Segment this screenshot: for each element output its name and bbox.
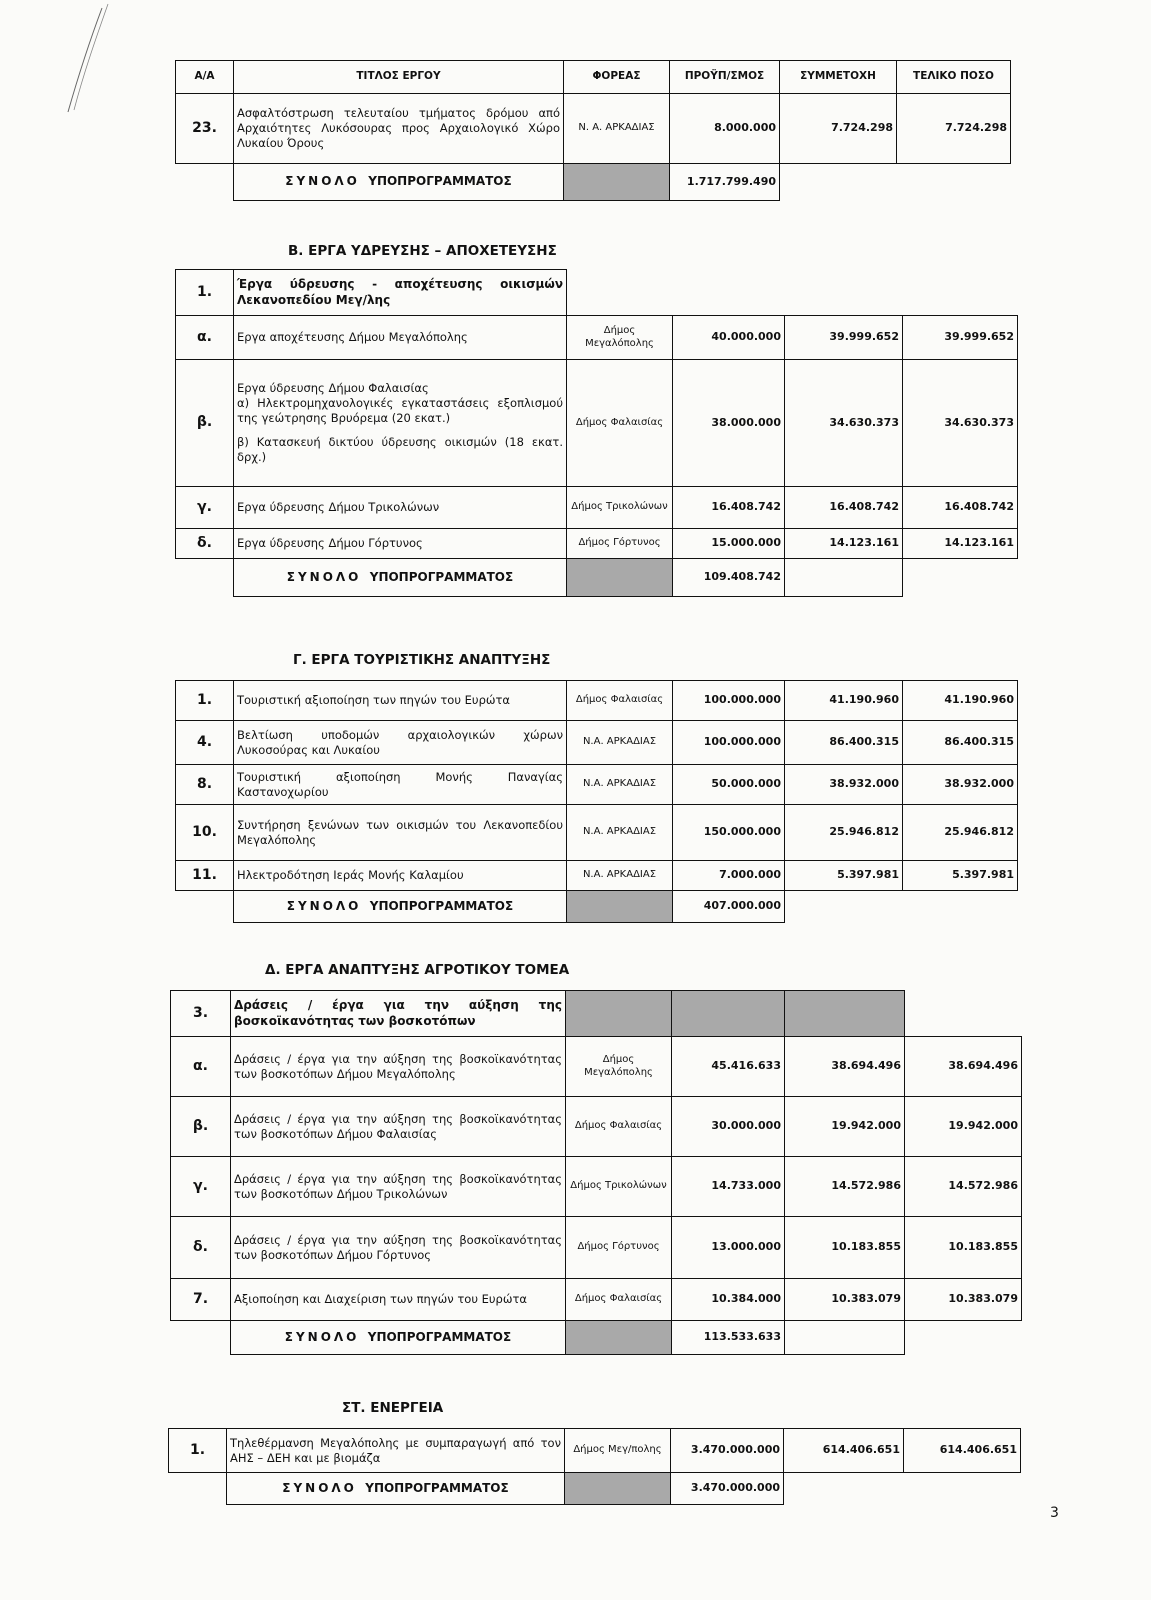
- table-row: [176, 805, 1018, 861]
- gray-cell: [566, 991, 672, 1037]
- table-row: [171, 1217, 1022, 1279]
- row-contribution: 5.397.981: [785, 861, 903, 891]
- row-final: 41.190.960: [903, 681, 1018, 721]
- table-section-c: [175, 680, 1018, 923]
- row-title: Βελτίωση υποδομών αρχαιολογικών χώρων Λυκοσούρας και Λυκαίου: [234, 721, 567, 765]
- row-index: 8.: [176, 765, 234, 805]
- row-contribution: 7.724.298: [780, 94, 897, 164]
- row-agency: Δήμος Φαλαισίας: [566, 1097, 672, 1157]
- table-row: [171, 1037, 1022, 1097]
- total-label: ΣΥΝΟΛΟ ΥΠΟΠΡΟΓΡΑΜΜΑΤΟΣ: [231, 1321, 566, 1355]
- table-row: [176, 681, 1018, 721]
- row-contribution: 19.942.000: [785, 1097, 905, 1157]
- gray-cell: [564, 164, 670, 201]
- row-budget: 15.000.000: [673, 529, 785, 559]
- row-contribution: 10.183.855: [785, 1217, 905, 1279]
- row-budget: 3.470.000.000: [671, 1429, 784, 1473]
- col-header-contribution: ΣΥΜΜΕΤΟΧΗ: [780, 61, 897, 94]
- row-final: 34.630.373: [903, 360, 1018, 487]
- group-title: Έργα ύδρευσης - αποχέτευσης οικισμών Λεκανοπεδίου Μεγ/λης: [234, 270, 567, 316]
- row-agency: Ν.Α. ΑΡΚΑΔΙΑΣ: [567, 861, 673, 891]
- total-row: [169, 1473, 1021, 1505]
- row-contribution: 86.400.315: [785, 721, 903, 765]
- row-index: α.: [176, 316, 234, 360]
- row-contribution: 25.946.812: [785, 805, 903, 861]
- col-header-budget: ΠΡΟΫΠ/ΣΜΟΣ: [670, 61, 780, 94]
- section-heading-agriculture: Δ. ΕΡΓΑ ΑΝΑΠΤΥΞΗΣ ΑΓΡΟΤΙΚΟΥ ΤΟΜΕΑ: [265, 962, 570, 978]
- total-label: ΣΥΝΟΛΟ ΥΠΟΠΡΟΓΡΑΜΜΑΤΟΣ: [234, 891, 567, 923]
- row-title: Εργα αποχέτευσης Δήμου Μεγαλόπολης: [234, 316, 567, 360]
- row-final: 614.406.651: [904, 1429, 1021, 1473]
- row-title: Ασφαλτόστρωση τελευταίου τμήματος δρόμου από Αρχαιότητες Λυκόσουρας προς Αρχαιολογικό Χώρο Λυκαίου Όρους: [234, 94, 564, 164]
- row-budget: 40.000.000: [673, 316, 785, 360]
- total-row: [176, 164, 1011, 201]
- total-row: [176, 559, 1018, 597]
- total-budget: 3.470.000.000: [671, 1473, 784, 1505]
- row-title: Δράσεις / έργα για την αύξηση της βοσκοϊκανότητας των βοσκοτόπων Δήμου Μεγαλόπολης: [231, 1037, 566, 1097]
- total-budget: 109.408.742: [673, 559, 785, 597]
- row-budget: 100.000.000: [673, 681, 785, 721]
- gray-cell: [567, 891, 673, 923]
- row-agency: Δήμος Φαλαισίας: [566, 1279, 672, 1321]
- table-row: [176, 861, 1018, 891]
- row-contribution: 41.190.960: [785, 681, 903, 721]
- gray-cell: [565, 1473, 671, 1505]
- table-row: [171, 1097, 1022, 1157]
- row-title: Τουριστική αξιοποίηση των πηγών του Ευρώτα: [234, 681, 567, 721]
- row-title: Δράσεις / έργα για την αύξηση της βοσκοϊκανότητας των βοσκοτόπων Δήμου Φαλαισίας: [231, 1097, 566, 1157]
- row-index: 10.: [176, 805, 234, 861]
- row-final: 14.572.986: [905, 1157, 1022, 1217]
- row-title: Συντήρηση ξενώνων των οικισμών του Λεκανοπεδίου Μεγαλόπολης: [234, 805, 567, 861]
- row-index: δ.: [171, 1217, 231, 1279]
- row-index: δ.: [176, 529, 234, 559]
- table-section-a: [175, 60, 1011, 201]
- table-row: [176, 487, 1018, 529]
- total-budget: 113.533.633: [672, 1321, 785, 1355]
- table-section-b: [175, 269, 1018, 597]
- row-final: 10.183.855: [905, 1217, 1022, 1279]
- row-index: 11.: [176, 861, 234, 891]
- table-section-d: [170, 990, 1022, 1355]
- row-agency: Δήμος Τρικολώνων: [567, 487, 673, 529]
- table-header-row: [176, 61, 1011, 94]
- row-budget: 50.000.000: [673, 765, 785, 805]
- row-final: 7.724.298: [897, 94, 1011, 164]
- row-index: β.: [171, 1097, 231, 1157]
- row-title: Τουριστική αξιοποίηση Μονής Παναγίας Καστανοχωρίου: [234, 765, 567, 805]
- row-budget: 14.733.000: [672, 1157, 785, 1217]
- gray-cell: [672, 991, 785, 1037]
- row-title: Τηλεθέρμανση Μεγαλόπολης με συμπαραγωγή από τον ΑΗΣ – ΔΕΗ και με βιομάζα: [227, 1429, 565, 1473]
- row-contribution: 16.408.742: [785, 487, 903, 529]
- row-final: 38.694.496: [905, 1037, 1022, 1097]
- row-contribution: 38.932.000: [785, 765, 903, 805]
- table-row: [176, 765, 1018, 805]
- row-agency: Ν. Α. ΑΡΚΑΔΙΑΣ: [564, 94, 670, 164]
- row-index: 1.: [169, 1429, 227, 1473]
- col-header-title: ΤΙΤΛΟΣ ΕΡΓΟΥ: [234, 61, 564, 94]
- group-title: Δράσεις / έργα για την αύξηση της βοσκοϊκανότητας των βοσκοτόπων: [231, 991, 566, 1037]
- row-index: β.: [176, 360, 234, 487]
- col-header-final: ΤΕΛΙΚΟ ΠΟΣΟ: [897, 61, 1011, 94]
- row-agency: Δήμος Φαλαισίας: [567, 360, 673, 487]
- page-number: 3: [1050, 1505, 1059, 1521]
- row-agency: Δήμος Τρικολώνων: [566, 1157, 672, 1217]
- row-index: γ.: [171, 1157, 231, 1217]
- row-title: Εργα ύδρευσης Δήμου Γόρτυνος: [234, 529, 567, 559]
- row-agency: Δήμος Μεγ/πολης: [565, 1429, 671, 1473]
- row-contribution: 34.630.373: [785, 360, 903, 487]
- row-contribution: 614.406.651: [784, 1429, 904, 1473]
- row-title: Εργα ύδρευσης Δήμου Φαλαισίας α) Ηλεκτρομηχανολογικές εγκαταστάσεις εξοπλισμού της γεώτρησης Βρυόρεμα (20 εκατ.) β) Κατασκευή δικτύου ύδρευσης οικισμών (18 εκατ. δρχ.): [234, 360, 567, 487]
- row-budget: 38.000.000: [673, 360, 785, 487]
- total-row: [176, 891, 1018, 923]
- gray-cell: [785, 991, 905, 1037]
- row-budget: 150.000.000: [673, 805, 785, 861]
- row-index: 4.: [176, 721, 234, 765]
- row-final: 5.397.981: [903, 861, 1018, 891]
- row-contribution: 14.572.986: [785, 1157, 905, 1217]
- row-agency: Δήμος Γόρτυνος: [566, 1217, 672, 1279]
- table-row: [176, 721, 1018, 765]
- gray-cell: [566, 1321, 672, 1355]
- row-budget: 45.416.633: [672, 1037, 785, 1097]
- row-budget: 8.000.000: [670, 94, 780, 164]
- row-agency: Δήμος Γόρτυνος: [567, 529, 673, 559]
- col-header-agency: ΦΟΡΕΑΣ: [564, 61, 670, 94]
- row-budget: 10.384.000: [672, 1279, 785, 1321]
- table-row: [169, 1429, 1021, 1473]
- total-budget: 1.717.799.490: [670, 164, 780, 201]
- table-row: [176, 529, 1018, 559]
- total-label: ΣΥΝΟΛΟ ΥΠΟΠΡΟΓΡΑΜΜΑΤΟΣ: [234, 559, 567, 597]
- row-agency: Ν.Α. ΑΡΚΑΔΙΑΣ: [567, 805, 673, 861]
- total-label: ΣΥΝΟΛΟ ΥΠΟΠΡΟΓΡΑΜΜΑΤΟΣ: [234, 164, 564, 201]
- table-row: [176, 316, 1018, 360]
- section-heading-water: Β. ΕΡΓΑ ΥΔΡΕΥΣΗΣ – ΑΠΟΧΕΤΕΥΣΗΣ: [288, 243, 557, 259]
- row-index: 7.: [171, 1279, 231, 1321]
- table-row: [171, 1279, 1022, 1321]
- section-heading-energy: ΣΤ. ΕΝΕΡΓΕΙΑ: [342, 1400, 444, 1416]
- row-final: 86.400.315: [903, 721, 1018, 765]
- row-contribution: 39.999.652: [785, 316, 903, 360]
- table-row: [176, 360, 1018, 487]
- row-budget: 16.408.742: [673, 487, 785, 529]
- row-final: 14.123.161: [903, 529, 1018, 559]
- row-final: 39.999.652: [903, 316, 1018, 360]
- row-contribution: 10.383.079: [785, 1279, 905, 1321]
- pen-stroke-mark: [30, 0, 110, 120]
- gray-cell: [567, 559, 673, 597]
- group-row: [171, 991, 1022, 1037]
- group-row: [176, 270, 1018, 316]
- row-title: Δράσεις / έργα για την αύξηση της βοσκοϊκανότητας των βοσκοτόπων Δήμου Γόρτυνος: [231, 1217, 566, 1279]
- row-agency: Δήμος Μεγαλόπολης: [567, 316, 673, 360]
- group-index: 3.: [171, 991, 231, 1037]
- group-index: 1.: [176, 270, 234, 316]
- row-budget: 30.000.000: [672, 1097, 785, 1157]
- row-index: α.: [171, 1037, 231, 1097]
- total-budget: 407.000.000: [673, 891, 785, 923]
- row-contribution: 14.123.161: [785, 529, 903, 559]
- total-label: ΣΥΝΟΛΟ ΥΠΟΠΡΟΓΡΑΜΜΑΤΟΣ: [227, 1473, 565, 1505]
- section-heading-tourism: Γ. ΕΡΓΑ ΤΟΥΡΙΣΤΙΚΗΣ ΑΝΑΠΤΥΞΗΣ: [293, 652, 551, 668]
- row-title: Δράσεις / έργα για την αύξηση της βοσκοϊκανότητας των βοσκοτόπων Δήμου Τρικολώνων: [231, 1157, 566, 1217]
- table-section-e: [168, 1428, 1021, 1505]
- row-final: 16.408.742: [903, 487, 1018, 529]
- table-row: [171, 1157, 1022, 1217]
- row-contribution: 38.694.496: [785, 1037, 905, 1097]
- total-row: [171, 1321, 1022, 1355]
- row-title: Αξιοποίηση και Διαχείριση των πηγών του Ευρώτα: [231, 1279, 566, 1321]
- row-budget: 7.000.000: [673, 861, 785, 891]
- row-agency: Ν.Α. ΑΡΚΑΔΙΑΣ: [567, 765, 673, 805]
- row-index: 1.: [176, 681, 234, 721]
- row-index: γ.: [176, 487, 234, 529]
- row-title: Εργα ύδρευσης Δήμου Τρικολώνων: [234, 487, 567, 529]
- row-agency: Δήμος Μεγαλόπολης: [566, 1037, 672, 1097]
- row-budget: 100.000.000: [673, 721, 785, 765]
- row-index: 23.: [176, 94, 234, 164]
- table-row: [176, 94, 1011, 164]
- row-final: 38.932.000: [903, 765, 1018, 805]
- row-final: 25.946.812: [903, 805, 1018, 861]
- row-agency: Δήμος Φαλαισίας: [567, 681, 673, 721]
- col-header-aa: Α/Α: [176, 61, 234, 94]
- row-budget: 13.000.000: [672, 1217, 785, 1279]
- row-title: Ηλεκτροδότηση Ιεράς Μονής Καλαμίου: [234, 861, 567, 891]
- row-final: 10.383.079: [905, 1279, 1022, 1321]
- row-agency: Ν.Α. ΑΡΚΑΔΙΑΣ: [567, 721, 673, 765]
- row-final: 19.942.000: [905, 1097, 1022, 1157]
